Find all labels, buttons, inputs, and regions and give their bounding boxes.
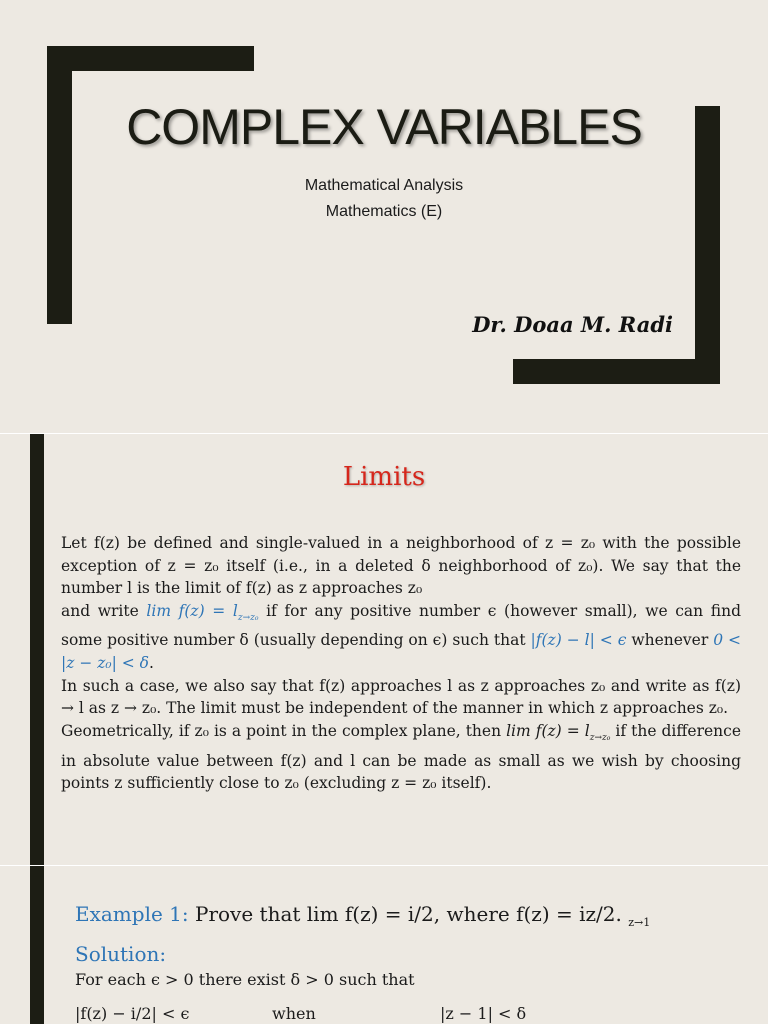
epsilon-inequality: |f(z) − i/2| < ϵ <box>75 1004 190 1023</box>
text: Geometrically, if z₀ is a point in the complex plane, then <box>61 721 502 740</box>
text: if for any positive number ϵ (however small), we can find some positive number δ (usually depending on ϵ) such that <box>61 601 742 650</box>
example-slide <box>0 866 768 1024</box>
fraction-iz-over-2: iz/2 <box>579 902 616 926</box>
title-slide <box>0 0 768 433</box>
paragraph-condition <box>61 600 741 675</box>
solution-line: For each ϵ > 0 there exist δ > 0 such that <box>75 970 415 989</box>
slide-heading: Limits <box>342 462 426 492</box>
delta-inequality: |z − 1| < δ <box>440 1004 527 1023</box>
epsilon-condition: |f(z) − l| < ϵ <box>530 631 627 650</box>
limit-subscript: z→z₀ <box>589 732 611 743</box>
limits-slide <box>0 434 768 865</box>
limit-notation: lim f(z) = l <box>506 721 590 740</box>
author-name: Dr. Doaa M. Radi <box>472 312 673 337</box>
when-text: when <box>272 1004 316 1023</box>
limit-subscript: z→1 <box>628 916 651 929</box>
example-text: , where f(z) = <box>433 902 580 926</box>
limit-expression <box>506 721 611 743</box>
paragraph-notation: In such a case, we also say that f(z) approaches l as z approaches z₀ and write as f(z) → l as z → z₀. The limit must be independent of the manner in which z approaches z₀. <box>61 676 741 718</box>
limit-subscript: z→z₀ <box>237 612 259 623</box>
paragraph-definition: Let f(z) be defined and single-valued in a neighborhood of z = z₀ with the possible exception of z = z₀ itself (i.e., in a deleted δ neighborhood of z₀). We say that the number l is the limit of f(z) as z approaches z₀ <box>61 534 741 598</box>
subtitle-course: Mathematical Analysis <box>304 177 464 194</box>
limit-expression <box>146 601 259 623</box>
paragraph-geometric <box>61 720 741 795</box>
accent-bar <box>30 866 44 1024</box>
solution-label: Solution: <box>75 942 167 966</box>
fraction-i-over-2: i/2 <box>407 902 434 926</box>
limit-notation: lim f(z) = l <box>146 601 238 620</box>
accent-bar <box>30 434 44 865</box>
delta-condition: 0 < |z − z₀| < δ <box>61 631 741 673</box>
example-statement: Example 1: Prove that lim f(z) = i/2, where f(z) = iz/2. $_{z\to 1}$ <box>75 902 651 929</box>
frame-bar-bottom-right <box>513 359 720 384</box>
example-text: Prove that lim f(z) = <box>194 902 408 926</box>
text: if the difference in absolute value between f(z) and l can be made as small as we wish by choosing points z sufficiently close to z₀ (excluding z = z₀ itself). <box>61 721 741 793</box>
text: whenever <box>631 631 709 650</box>
frame-bar-top-left <box>47 46 254 71</box>
period: . <box>149 654 154 673</box>
slide-title: COMPLEX VARIABLES <box>126 99 642 155</box>
example-label: Example 1: <box>75 902 189 926</box>
limits-body <box>61 532 741 795</box>
text: and write <box>61 601 139 620</box>
subtitle-department: Mathematics (E) <box>325 203 443 220</box>
